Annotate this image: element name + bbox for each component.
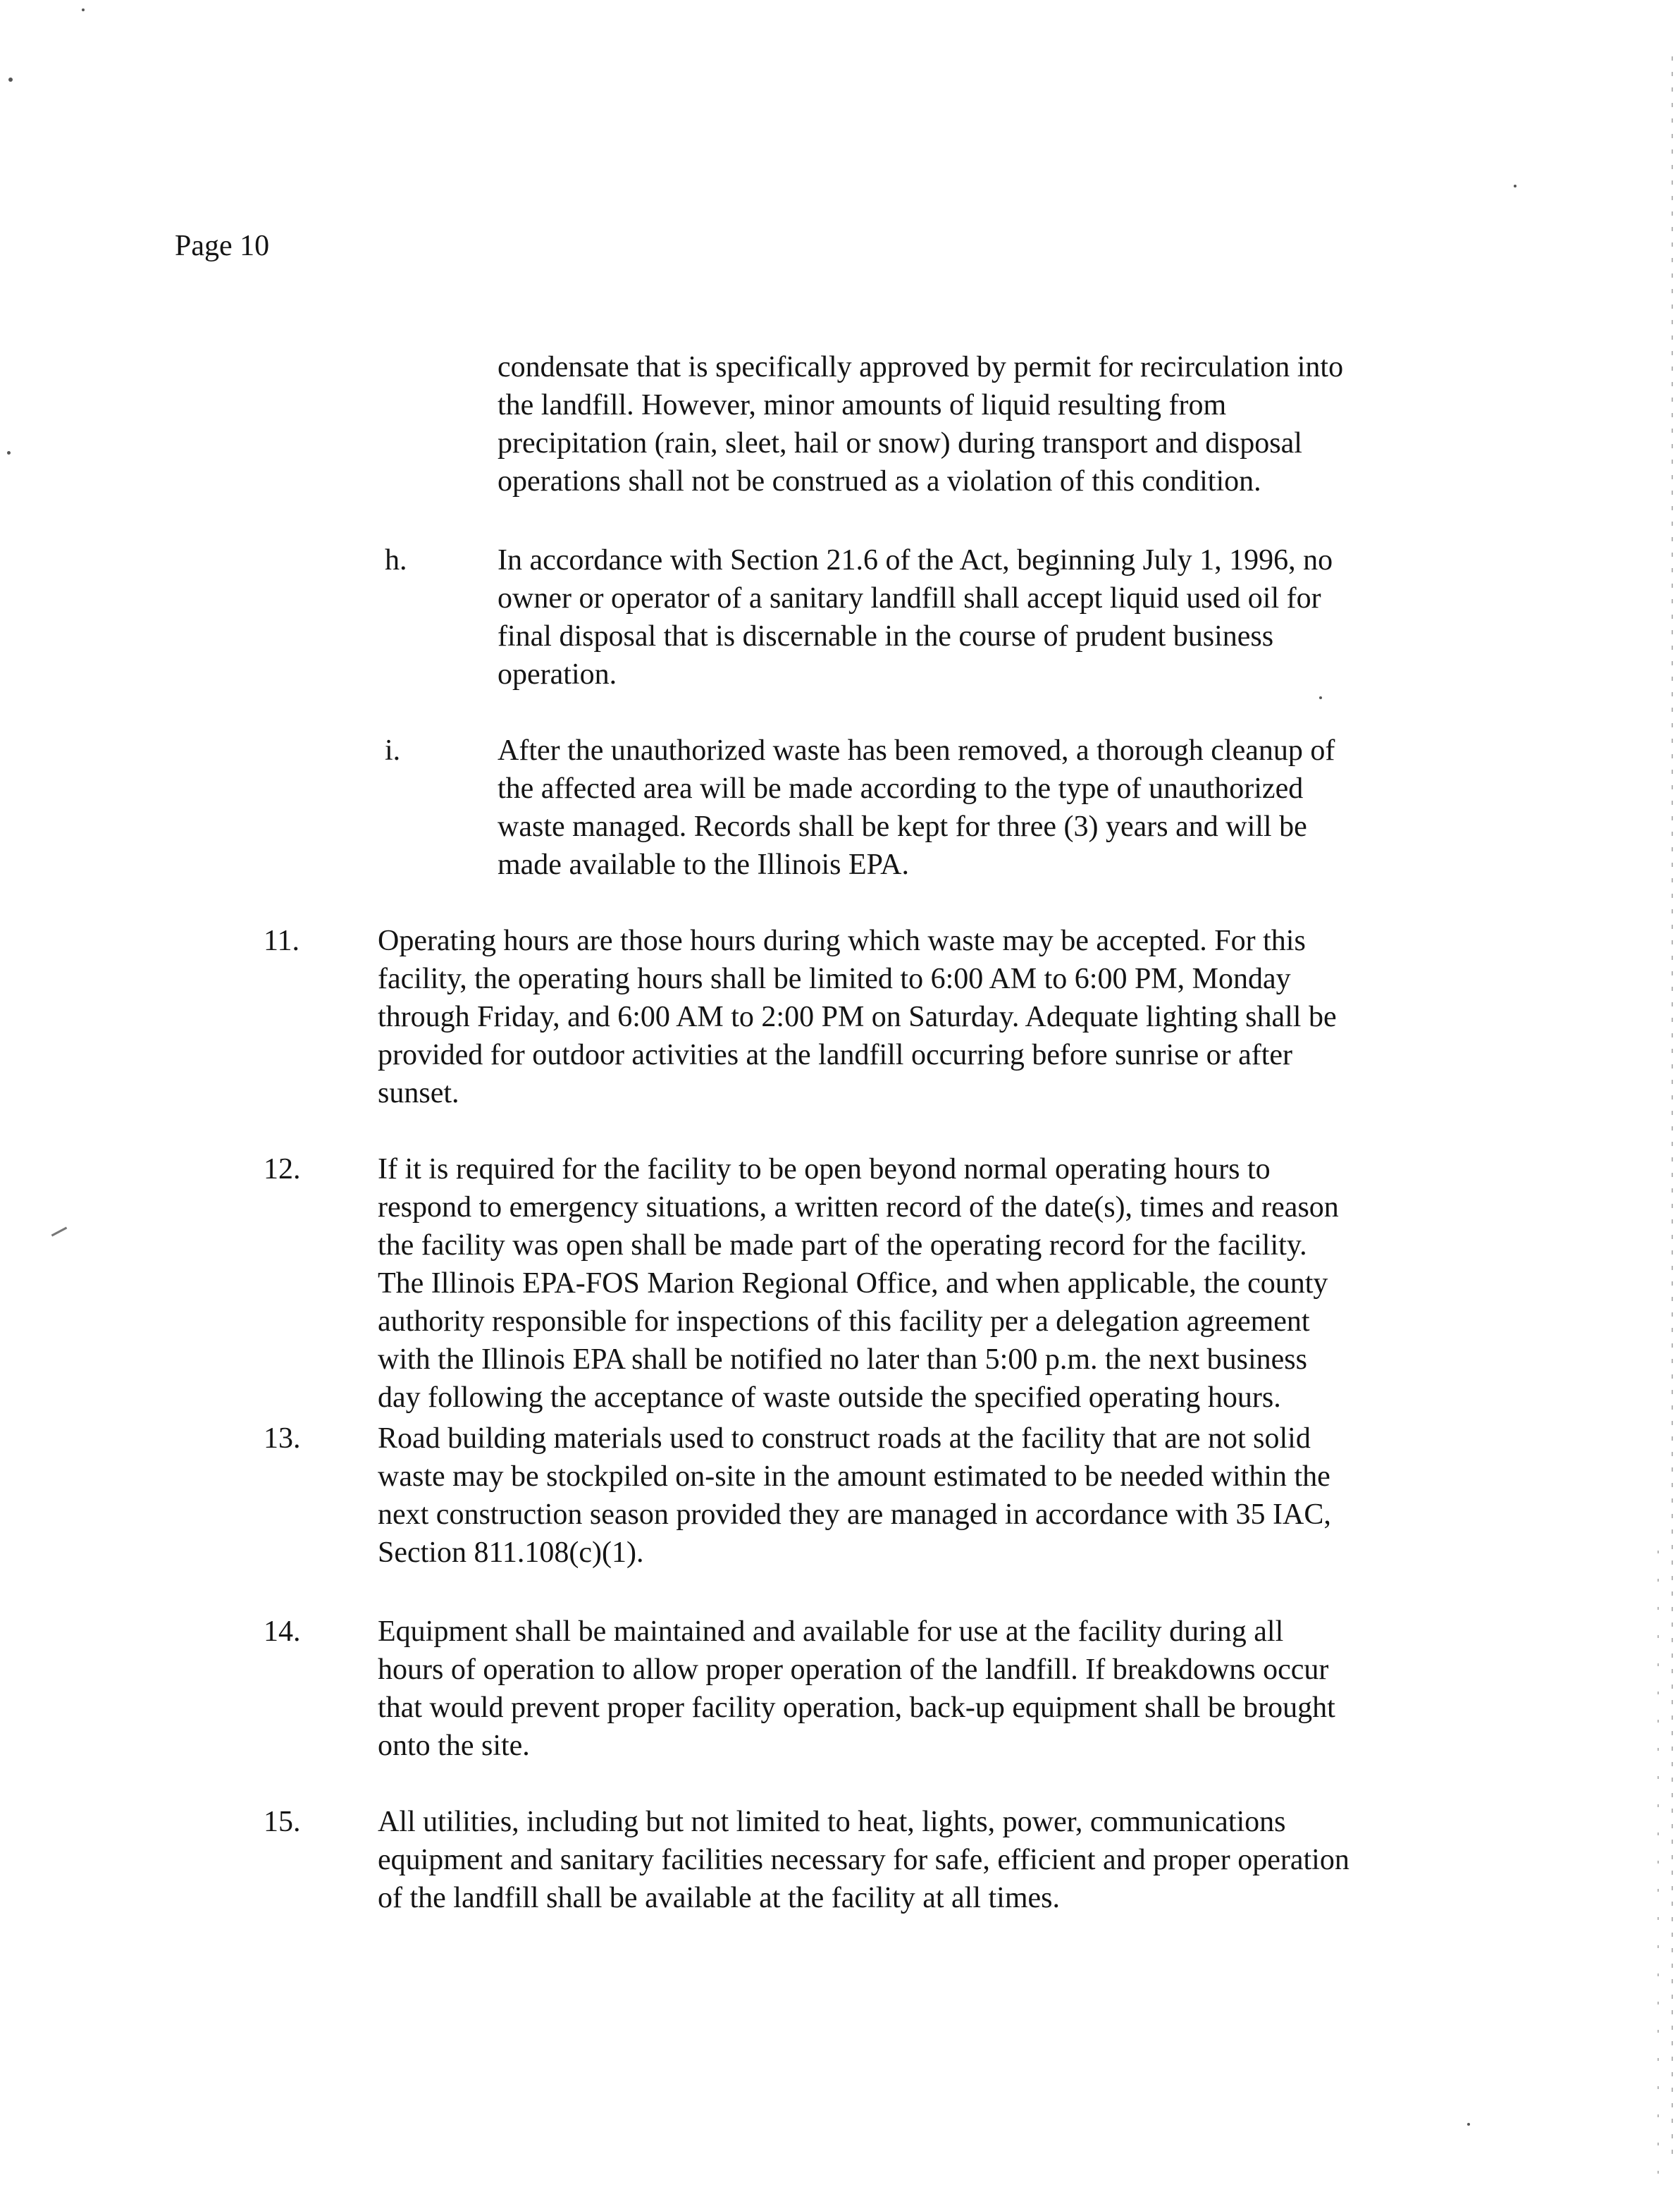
list-marker: 15.: [264, 1806, 301, 1838]
text-line: the affected area will be made according to the type of unauthorized: [498, 772, 1304, 805]
text-line: operation.: [498, 658, 617, 691]
text-line: Section 811.108(c)(1).: [378, 1536, 644, 1569]
text-line: of the landfill shall be available at the facility at all times.: [378, 1882, 1060, 1914]
text-line: authority responsible for inspections of this facility per a delegation agreement: [378, 1305, 1310, 1338]
page-number: Page 10: [175, 230, 270, 262]
text-line: the facility was open shall be made part of the operating record for the facility.: [378, 1229, 1307, 1262]
continuation-paragraph: [498, 348, 1343, 500]
scan-mark: [51, 1227, 68, 1237]
list-marker: h.: [385, 544, 407, 577]
scan-speck: [1319, 696, 1322, 699]
text-line: facility, the operating hours shall be limited to 6:00 AM to 6:00 PM, Monday: [378, 963, 1291, 995]
list-item-text: [498, 732, 1335, 884]
text-line: The Illinois EPA-FOS Marion Regional Office, and when applicable, the county: [378, 1267, 1328, 1300]
text-line: equipment and sanitary facilities necessary for safe, efficient and proper operation: [378, 1844, 1349, 1876]
text-line: All utilities, including but not limited to heat, lights, power, communications: [378, 1806, 1286, 1838]
text-line: If it is required for the facility to be open beyond normal operating hours to: [378, 1153, 1271, 1185]
list-marker: 14.: [264, 1615, 301, 1648]
scan-speck: [82, 8, 85, 11]
list-marker: 12.: [264, 1153, 301, 1185]
text-line: made available to the Illinois EPA.: [498, 849, 910, 881]
list-marker: 11.: [264, 925, 299, 957]
text-line: the landfill. However, minor amounts of liquid resulting from: [498, 389, 1227, 421]
text-line: waste may be stockpiled on-site in the amount estimated to be needed within the: [378, 1460, 1330, 1493]
text-line: onto the site.: [378, 1730, 530, 1762]
list-marker: i.: [385, 734, 401, 767]
text-line: precipitation (rain, sleet, hail or snow) during transport and disposal: [498, 427, 1302, 460]
text-line: Equipment shall be maintained and available for use at the facility during all: [378, 1615, 1284, 1648]
text-line: Road building materials used to construct roads at the facility that are not solid: [378, 1422, 1311, 1455]
text-line: hours of operation to allow proper operation of the landfill. If breakdowns occur: [378, 1653, 1329, 1686]
text-line: respond to emergency situations, a written record of the date(s), times and reason: [378, 1191, 1339, 1224]
text-line: with the Illinois EPA shall be notified no later than 5:00 p.m. the next business: [378, 1343, 1307, 1376]
text-line: through Friday, and 6:00 AM to 2:00 PM on Saturday. Adequate lighting shall be: [378, 1001, 1337, 1033]
text-line: waste managed. Records shall be kept for three (3) years and will be: [498, 811, 1307, 843]
text-line: In accordance with Section 21.6 of the Act, beginning July 1, 1996, no: [498, 544, 1333, 577]
list-item-text: [378, 1419, 1331, 1572]
text-line: day following the acceptance of waste outside the specified operating hours.: [378, 1381, 1281, 1414]
list-item-text: [378, 1803, 1349, 1917]
text-line: sunset.: [378, 1077, 459, 1109]
scan-speck: [8, 78, 13, 82]
list-item-text: [378, 922, 1337, 1112]
text-line: owner or operator of a sanitary landfill shall accept liquid used oil for: [498, 582, 1321, 615]
text-line: provided for outdoor activities at the landfill occurring before sunrise or after: [378, 1039, 1293, 1071]
list-item-text: [498, 541, 1333, 694]
text-line: final disposal that is discernable in the course of prudent business: [498, 620, 1274, 653]
text-line: After the unauthorized waste has been removed, a thorough cleanup of: [498, 734, 1335, 767]
scan-speck: [1467, 2123, 1470, 2126]
list-marker: 13.: [264, 1422, 301, 1455]
scan-speck: [1514, 185, 1517, 187]
text-line: Operating hours are those hours during which waste may be accepted. For this: [378, 925, 1306, 957]
scan-edge-noise: [1657, 1551, 1659, 2185]
list-item-text: [378, 1150, 1339, 1417]
scan-speck: [7, 451, 11, 455]
scan-edge-noise: [1672, 56, 1673, 2157]
text-line: operations shall not be construed as a violation of this condition.: [498, 465, 1261, 498]
text-line: that would prevent proper facility operation, back-up equipment shall be brought: [378, 1692, 1335, 1724]
list-item-text: [378, 1613, 1335, 1765]
text-line: condensate that is specifically approved by permit for recirculation into: [498, 351, 1344, 383]
text-line: next construction season provided they are managed in accordance with 35 IAC,: [378, 1498, 1331, 1531]
